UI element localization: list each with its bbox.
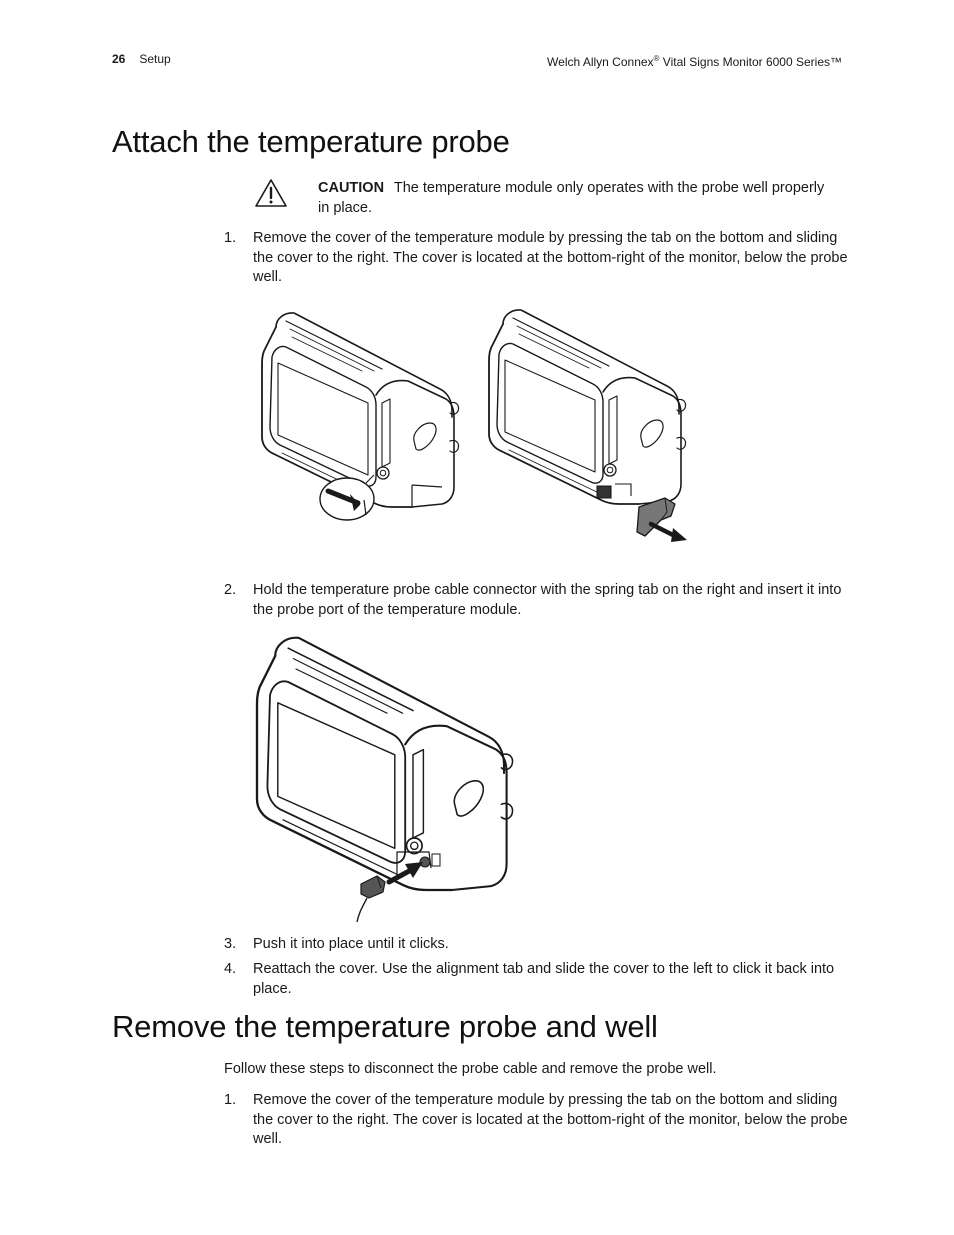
page-header-right [547, 51, 842, 70]
step-number: 2. [224, 582, 237, 598]
section-heading-remove-probe: Remove the temperature probe and well [112, 1009, 658, 1044]
probe-connector-icon [357, 876, 385, 922]
caution-triangle-icon [254, 178, 288, 208]
section2-step-1-remove-cover [224, 1091, 849, 1150]
caution-text-block [318, 178, 838, 218]
page-header-left [112, 51, 171, 67]
step-3-push-into-place [224, 935, 849, 955]
step-number: 1. [224, 230, 237, 246]
section-heading-attach-probe: Attach the temperature probe [112, 124, 510, 159]
step-2-insert-connector [224, 581, 849, 620]
step-4-reattach-cover [224, 960, 849, 999]
step-text: Push it into place until it clicks. [253, 936, 449, 952]
step-text: Hold the temperature probe cable connector with the spring tab on the right and insert it into the probe port of the temperature module. [253, 582, 842, 618]
step-1-remove-cover [224, 229, 849, 288]
monitor-cover-tab-illustration [262, 307, 462, 522]
caution-label: CAUTION [318, 180, 385, 196]
step-text: Reattach the cover. Use the alignment tab and slide the cover to the left to click it back into place. [253, 961, 835, 997]
zoom-circle-icon [320, 475, 374, 520]
page-number: 26 [112, 52, 126, 66]
registered-mark: ® [653, 54, 660, 63]
probe-connector-insert-illustration [257, 630, 515, 922]
step-text: Remove the cover of the temperature module by pressing the tab on the bottom and sliding the cover to the right. The cover is located at the bottom-right of the monitor, below the probe well. [253, 230, 848, 285]
step-number: 3. [224, 936, 237, 952]
caution-text: The temperature module only operates with the probe well properly in place. [318, 180, 825, 216]
header-title-suffix: Vital Signs Monitor 6000 Series™ [659, 55, 842, 69]
step-number: 1. [224, 1092, 237, 1108]
monitor-cover-removed-illustration [489, 304, 694, 539]
header-section: Setup [139, 52, 171, 66]
header-title-prefix: Welch Allyn Connex [547, 55, 654, 69]
step-number: 4. [224, 961, 237, 977]
slide-right-arrow-icon [651, 524, 687, 542]
insert-arrow-icon [389, 862, 423, 882]
step-text: Remove the cover of the temperature module by pressing the tab on the bottom and sliding the cover to the right. The cover is located at the bottom-right of the monitor, below the probe well. [253, 1092, 848, 1147]
section2-intro: Follow these steps to disconnect the probe cable and remove the probe well. [224, 1061, 717, 1077]
